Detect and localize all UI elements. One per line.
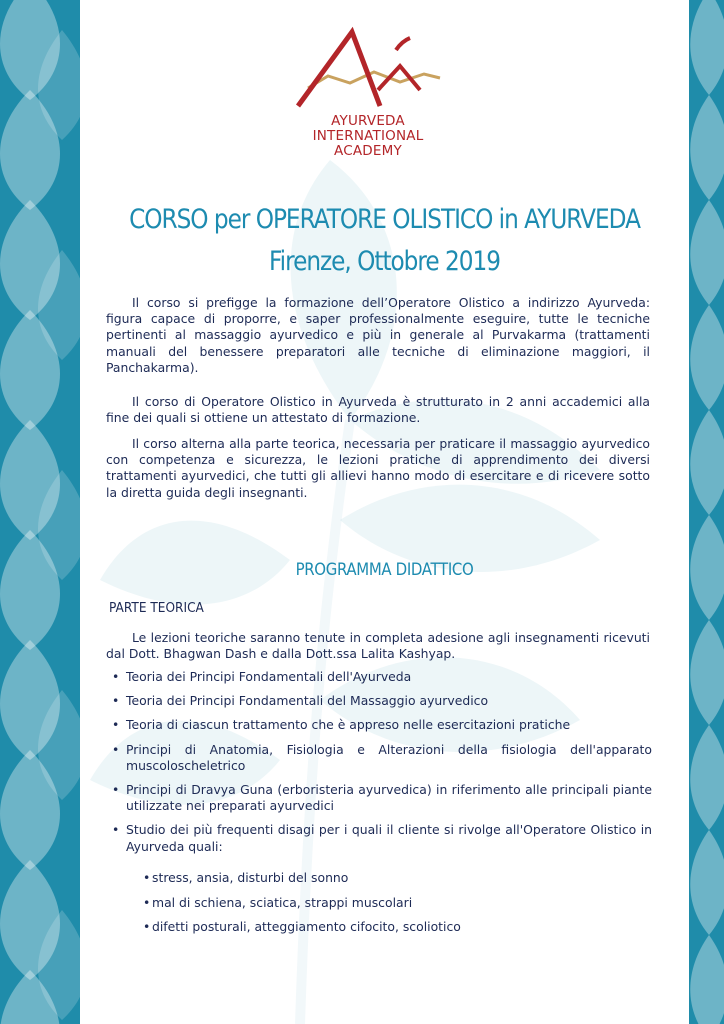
sublist-item-text: difetti posturali, atteggiamento cifocito, scoliotico	[152, 919, 461, 935]
list-item-text: Teoria dei Principi Fondamentali del Massaggio ayurvedico	[126, 693, 489, 709]
bullet-icon: •	[112, 717, 120, 733]
bullet-icon: •	[112, 669, 120, 684]
program-intro: Le lezioni teoriche saranno tenute in completa adesione agli insegnamenti ricevuti dal Dott. Bhagwan Dash e dalla Dott.ssa Lalita Kashyap.	[106, 630, 650, 662]
logo-text-line-3: ACADEMY	[334, 143, 402, 159]
leaf-pattern-left	[0, 0, 80, 1024]
leaf-pattern-right	[689, 0, 724, 1024]
list-item	[106, 782, 652, 814]
disorder-sublist	[143, 870, 461, 944]
bullet-icon: •	[112, 782, 120, 798]
list-item-text: Principi di Anatomia, Fisiologia e Alterazioni della fisiologia dell'apparato muscoloscheletrico	[126, 741, 652, 773]
list-item-text: Studio dei più frequenti disagi per i quali il cliente si rivolge all'Operatore Olistico in Ayurveda quali:	[126, 822, 652, 854]
program-title: PROGRAMMA DIDATTICO	[295, 560, 474, 580]
program-topic-list	[106, 669, 652, 863]
bullet-icon: •	[143, 870, 151, 885]
bullet-icon: •	[112, 693, 120, 709]
sublist-item	[143, 870, 461, 886]
academy-logo	[288, 26, 448, 176]
left-decorative-band	[0, 0, 80, 1024]
list-item	[106, 822, 652, 854]
sublist-item	[143, 895, 461, 911]
course-title: CORSO per OPERATORE OLISTICO in AYURVEDA	[129, 204, 640, 235]
course-location-date: Firenze, Ottobre 2019	[269, 246, 500, 277]
list-item	[106, 717, 652, 733]
list-item-text: Teoria dei Principi Fondamentali dell'Ayurveda	[126, 669, 412, 684]
intro-paragraph-1: Il corso si prefigge la formazione dell’Operatore Olistico a indirizzo Ayurveda: figura capace di proporre, e saper professionalmente eseguire, tutte le tecniche pertinenti al massaggio ayurvedico e più in generale al Purvakarma (trattamenti manuali del benessere preparatori alle tecniche di eliminazione maggiori, il Panchakarma).	[106, 295, 650, 375]
program-subtitle: PARTE TEORICA	[109, 600, 204, 616]
mountain-logo-icon	[288, 26, 448, 114]
sublist-item-text: stress, ansia, disturbi del sonno	[152, 870, 349, 885]
sublist-item	[143, 919, 461, 935]
logo-text-line-1: AYURVEDA	[331, 113, 405, 129]
intro-paragraph-3: Il corso alterna alla parte teorica, necessaria per praticare il massaggio ayurvedico con competenza e sicurezza, le lezioni pratiche di apprendimento dei diversi trattamenti ayurvedici, che tutti gli allievi hanno modo di esercitare e di ricevere sotto la diretta guida degli insegnanti.	[106, 436, 650, 500]
bullet-icon: •	[143, 919, 151, 935]
list-item	[106, 693, 652, 709]
list-item-text: Teoria di ciascun trattamento che è appreso nelle esercitazioni pratiche	[126, 717, 571, 733]
logo-text-line-2: INTERNATIONAL	[312, 128, 424, 144]
bullet-icon: •	[112, 741, 120, 757]
page-content	[80, 0, 689, 1024]
list-item	[106, 669, 652, 685]
right-decorative-band	[689, 0, 724, 1024]
list-item-text: Principi di Dravya Guna (erboristeria ayurvedica) in riferimento alle principali piante utilizzate nei preparati ayurvedici	[126, 782, 652, 814]
bullet-icon: •	[112, 822, 120, 838]
bullet-icon: •	[143, 894, 151, 910]
sublist-item-text: mal di schiena, sciatica, strappi muscolari	[152, 894, 413, 910]
list-item	[106, 742, 652, 774]
intro-paragraph-2: Il corso di Operatore Olistico in Ayurveda è strutturato in 2 anni accademici alla fine dei quali si ottiene un attestato di formazione.	[106, 394, 650, 426]
